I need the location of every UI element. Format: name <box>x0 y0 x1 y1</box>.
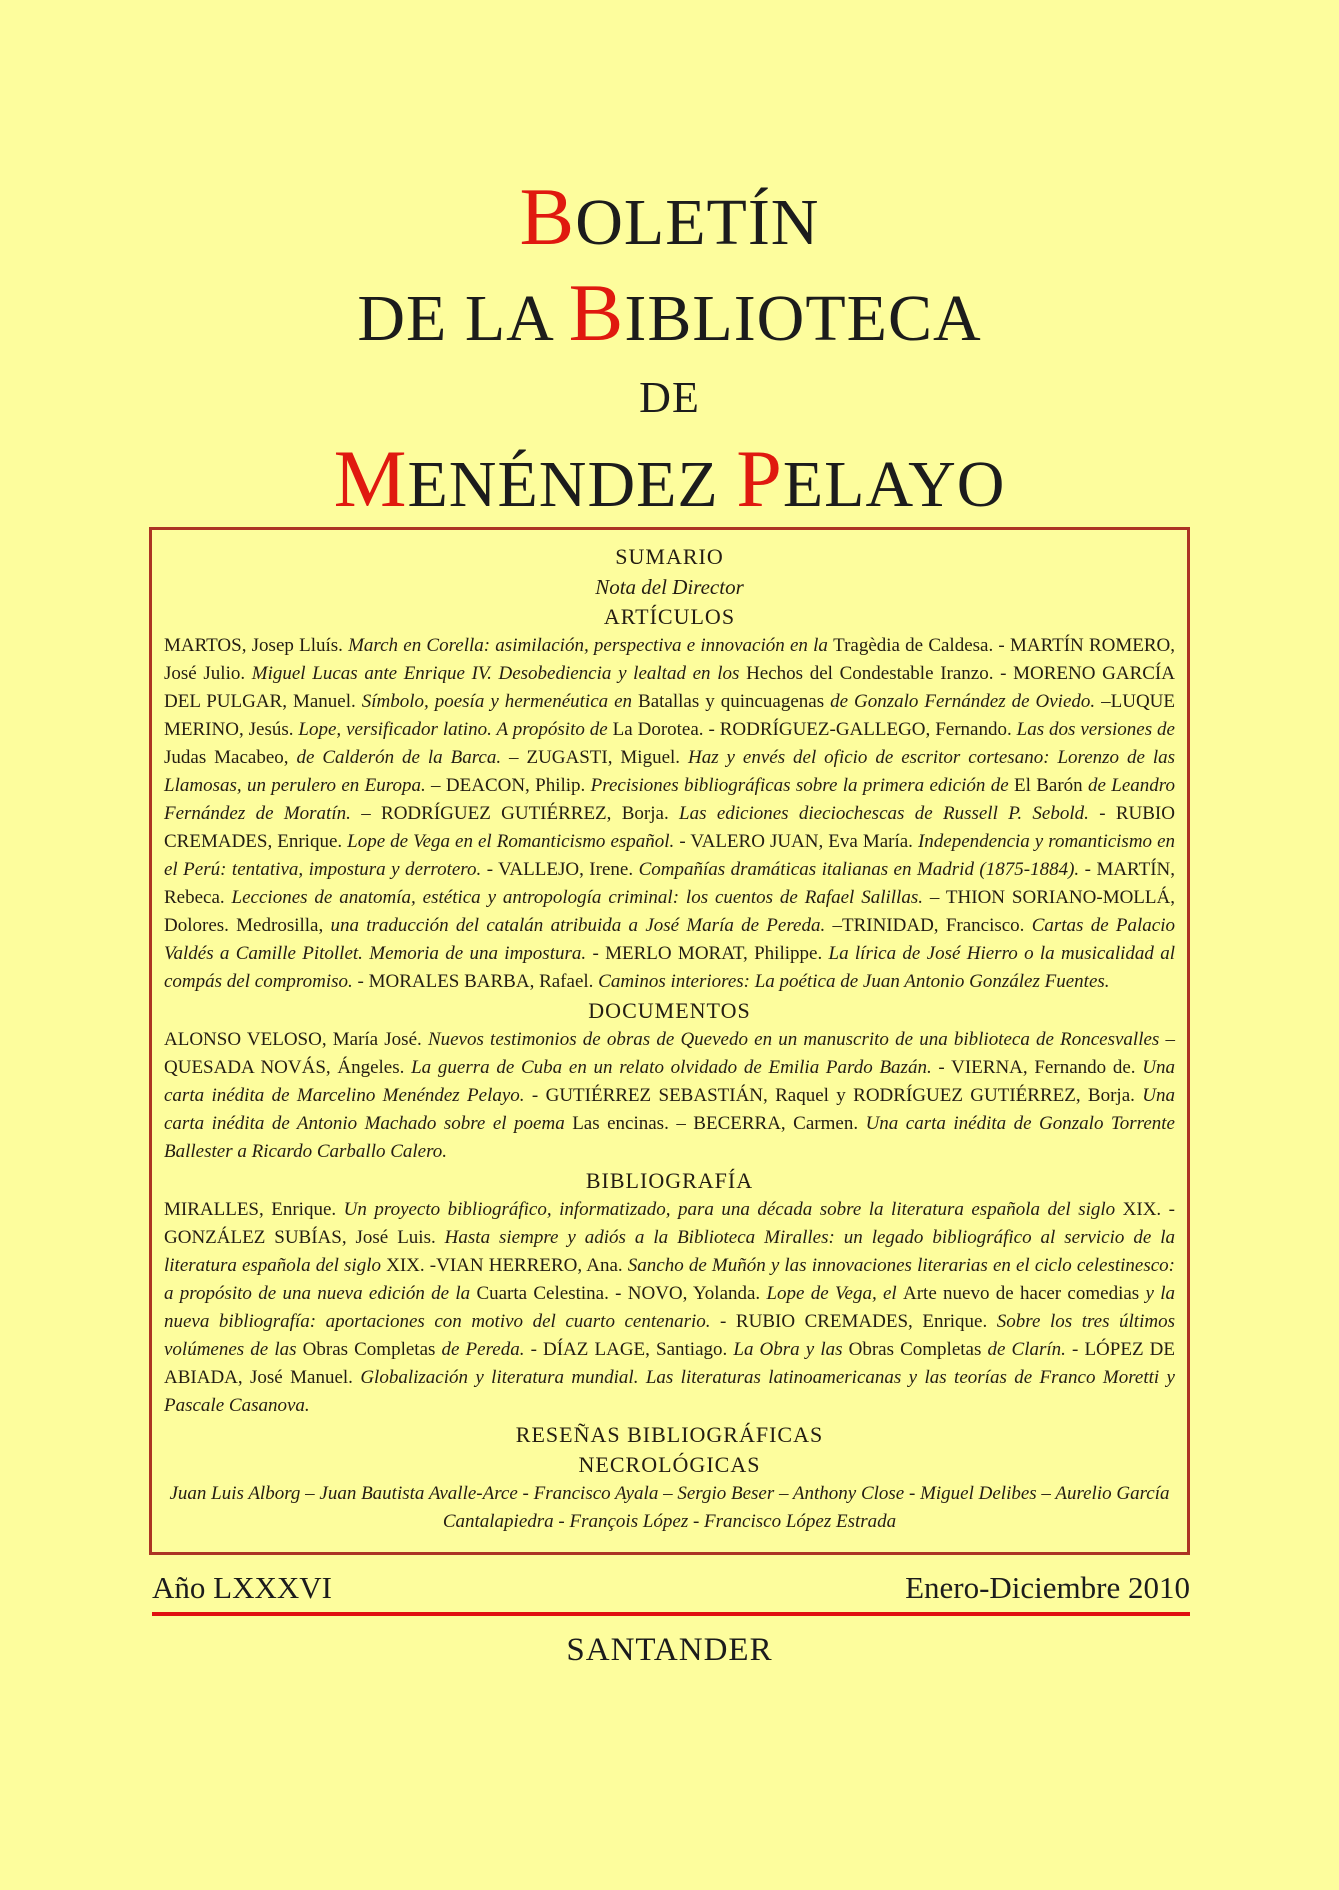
work-title-text: Lope de Vega, el <box>766 1283 903 1304</box>
title-text: ENÉNDEZ <box>407 448 737 521</box>
resenas-heading: RESEÑAS BIBLIOGRÁFICAS <box>515 1422 824 1447</box>
author-text: – QUESADA NOVÁS, Ángeles. <box>164 1029 1175 1078</box>
work-title-text: Hasta siempre y adiós a la Biblioteca Miralles: un legado bibliográfico al servicio de la literatura española del siglo <box>164 1227 1175 1276</box>
author-text: ALONSO VELOSO, María José. <box>164 1029 428 1050</box>
work-title-text: de Clarín. <box>987 1339 1073 1360</box>
author-text: El Barón <box>1014 775 1089 796</box>
title-line-boletin <box>0 171 1339 262</box>
red-initial-letter: M <box>333 433 408 524</box>
title-text: ELAYO <box>782 448 1006 521</box>
author-text: La Dorotea. - RODRÍGUEZ-GALLEGO, Fernando. <box>612 719 1017 740</box>
work-title-text: de Pereda. <box>441 1339 531 1360</box>
bibliografia-list <box>164 1196 1175 1420</box>
author-text: - VALERO JUAN, Eva María. <box>679 831 918 852</box>
author-text: Obras Completas <box>848 1339 988 1360</box>
volume-year-label: Año LXXXVI <box>152 1570 332 1605</box>
author-text: Cuarta Celestina. - NOVO, Yolanda. <box>476 1283 767 1304</box>
author-text: Las encinas. – BECERRA, Carmen. <box>572 1113 866 1134</box>
author-text: - VALLEJO, Irene. <box>486 859 639 880</box>
title-text: OLETÍN <box>575 186 820 259</box>
work-title-text: Caminos interiores: La poética de Juan Antonio González Fuentes. <box>598 971 1110 992</box>
work-title-text: La guerra de Cuba en un relato olvidado de Emilia Pardo Bazán. <box>411 1057 939 1078</box>
necrologicas-names <box>164 1480 1175 1536</box>
author-text: - MARTÍN, Rebeca. <box>164 859 1175 908</box>
author-text: Tragèdia de Caldesa. - MARTÍN ROMERO, José Julio. <box>164 635 1176 684</box>
author-text: –LUQUE MERINO, Jesús. <box>164 691 1176 740</box>
work-title-text: una traducción del catalán atribuida a José María de Pereda. <box>330 915 833 936</box>
author-text: Obras Completas <box>302 1339 442 1360</box>
bibliografia-heading: BIBLIOGRAFÍA <box>585 1168 754 1193</box>
author-text: – RODRÍGUEZ GUTIÉRREZ, Borja. <box>361 803 680 824</box>
footer-rule <box>152 1612 1190 1616</box>
work-title-text: de Leandro Fernández de Moratín. <box>164 775 1175 824</box>
work-title-text: Juan Luis Alborg – Juan Bautista Avalle-Arce - Francisco Ayala – Sergio Beser – Anthony Close - Miguel Delibes – Aurelio García Cantalapiedra - François López - Francisco López Estrada <box>169 1483 1170 1532</box>
work-title-text: La lírica de José Hierro o la musicalidad al compás del compromiso. <box>164 943 1175 992</box>
city-name: SANTANDER <box>566 1632 773 1668</box>
author-text: MARTOS, Josep Lluís. <box>164 635 349 656</box>
work-title-text: Símbolo, poesía y hermenéutica en <box>361 691 639 712</box>
sumario-heading: SUMARIO <box>615 544 724 569</box>
work-title-text: Las ediciones dieciochescas de Russell P. Sebold. <box>679 803 1100 824</box>
author-text: Arte nuevo de hacer comedias <box>903 1283 1146 1304</box>
author-text: Batallas y quincuagenas <box>638 691 831 712</box>
author-text: - MORALES BARBA, Rafael. <box>357 971 599 992</box>
work-title-text: de Gonzalo Fernández de Oviedo. <box>830 691 1102 712</box>
work-title-text: Una carta inédita de Marcelino Menéndez Pelayo. <box>164 1057 1175 1106</box>
author-text: - DÍAZ LAGE, Santiago. <box>530 1339 734 1360</box>
work-title-text: Haz y envés del oficio de escritor cortesano: Lorenzo de las Llamosas, un perulero en Europa. <box>164 747 1176 796</box>
red-initial-letter: P <box>736 433 783 524</box>
necrologicas-heading: NECROLÓGICAS <box>578 1452 761 1477</box>
work-title-text: Lope, versificador latino. A propósito de <box>298 719 613 740</box>
title-line-de <box>0 373 1339 422</box>
work-title-text: Sobre los tres últimos volúmenes de las <box>164 1311 1175 1360</box>
work-title-text: de Calderón de la Barca. <box>296 747 510 768</box>
issue-date-label: Enero-Diciembre 2010 <box>905 1570 1190 1605</box>
author-text: - MERLO MORAT, Philippe. <box>592 943 829 964</box>
author-text: XIX. - GONZÁLEZ SUBÍAS, José Luis. <box>164 1199 1175 1248</box>
work-title-text: Miguel Lucas ante Enrique IV. Desobediencia y lealtad en los <box>251 663 747 684</box>
work-title-text: Compañías dramáticas italianas en Madrid (1875-1884). <box>638 859 1085 880</box>
nota-director-heading: Nota del Director <box>595 575 744 599</box>
work-title-text: y la nueva bibliografía: aportaciones con motivo del cuarto centenario. <box>164 1283 1175 1332</box>
footer-row <box>152 1572 1190 1603</box>
author-text: – ZUGASTI, Miguel. <box>509 747 688 768</box>
work-title-text: La Obra y las <box>733 1339 849 1360</box>
documentos-list <box>164 1026 1175 1166</box>
documentos-heading: DOCUMENTOS <box>588 998 751 1023</box>
author-text: –TRINIDAD, Francisco. <box>832 915 1032 936</box>
work-title-text: Lope de Vega en el Romanticismo español. <box>347 831 680 852</box>
work-title-text: Sancho de Muñón y las innovaciones literarias en el ciclo celestinesco: a propósito de una nueva edición de la <box>164 1255 1176 1304</box>
title-text: DE <box>639 373 700 422</box>
author-text: - VIERNA, Fernando de. <box>938 1057 1143 1078</box>
work-title-text: Globalización y literatura mundial. Las literaturas latinoamericanas y las teorías de Franco Moretti y Pascale Casanova. <box>164 1367 1175 1416</box>
author-text: MIRALLES, Enrique. <box>164 1199 344 1220</box>
work-title-text: Precisiones bibliográficas sobre la primera edición de <box>590 775 1015 796</box>
work-title-text: Un proyecto bibliográfico, informatizado, para una década sobre la literatura española del siglo <box>343 1199 1123 1220</box>
author-text: - LÓPEZ DE ABIADA, José Manuel. <box>164 1339 1175 1388</box>
work-title-text: Nuevos testimonios de obras de Quevedo en un manuscrito de una biblioteca de Roncesvalles <box>427 1029 1166 1050</box>
author-text: - RUBIO CREMADES, Enrique. <box>164 803 1175 852</box>
work-title-text: Cartas de Palacio Valdés a Camille Pitollet. Memoria de una impostura. <box>164 915 1175 964</box>
title-text: IBLIOTECA <box>624 282 982 355</box>
journal-title <box>0 171 1339 524</box>
author-text: - GUTIÉRREZ SEBASTIÁN, Raquel y RODRÍGUEZ GUTIÉRREZ, Borja. <box>531 1085 1143 1106</box>
author-text: Judas Macabeo, <box>164 747 297 768</box>
articulos-list <box>164 632 1175 996</box>
author-text: – DEACON, Philip. <box>431 775 591 796</box>
sumario-box <box>149 527 1190 1555</box>
title-text: DE LA <box>357 282 569 355</box>
author-text: – THION SORIANO-MOLLÁ, Dolores. Medrosilla, <box>164 887 1175 936</box>
work-title-text: Lecciones de anatomía, estética y antropología criminal: los cuentos de Rafael Salillas. <box>231 887 930 908</box>
title-line-menendez-pelayo <box>0 433 1339 524</box>
work-title-text: Independencia y romanticismo en el Perú: tentativa, impostura y derrotero. <box>164 831 1175 880</box>
author-text: Hechos del Condestable Iranzo. - MORENO GARCÍA DEL PULGAR, Manuel. <box>164 663 1175 712</box>
work-title-text: Una carta inédita de Antonio Machado sobre el poema <box>164 1085 1175 1134</box>
author-text: - RUBIO CREMADES, Enrique. <box>720 1311 997 1332</box>
red-initial-letter: B <box>568 267 625 358</box>
red-initial-letter: B <box>519 171 576 262</box>
articulos-heading: ARTÍCULOS <box>603 604 736 629</box>
work-title-text: March en Corella: asimilación, perspectiva e innovación en la <box>348 635 834 656</box>
author-text: XIX. -VIAN HERRERO, Ana. <box>386 1255 628 1276</box>
title-line-de-la-biblioteca <box>0 267 1339 358</box>
work-title-text: Las dos versiones de <box>1016 719 1175 740</box>
work-title-text: Una carta inédita de Gonzalo Torrente Ballester a Ricardo Carballo Calero. <box>164 1113 1175 1162</box>
